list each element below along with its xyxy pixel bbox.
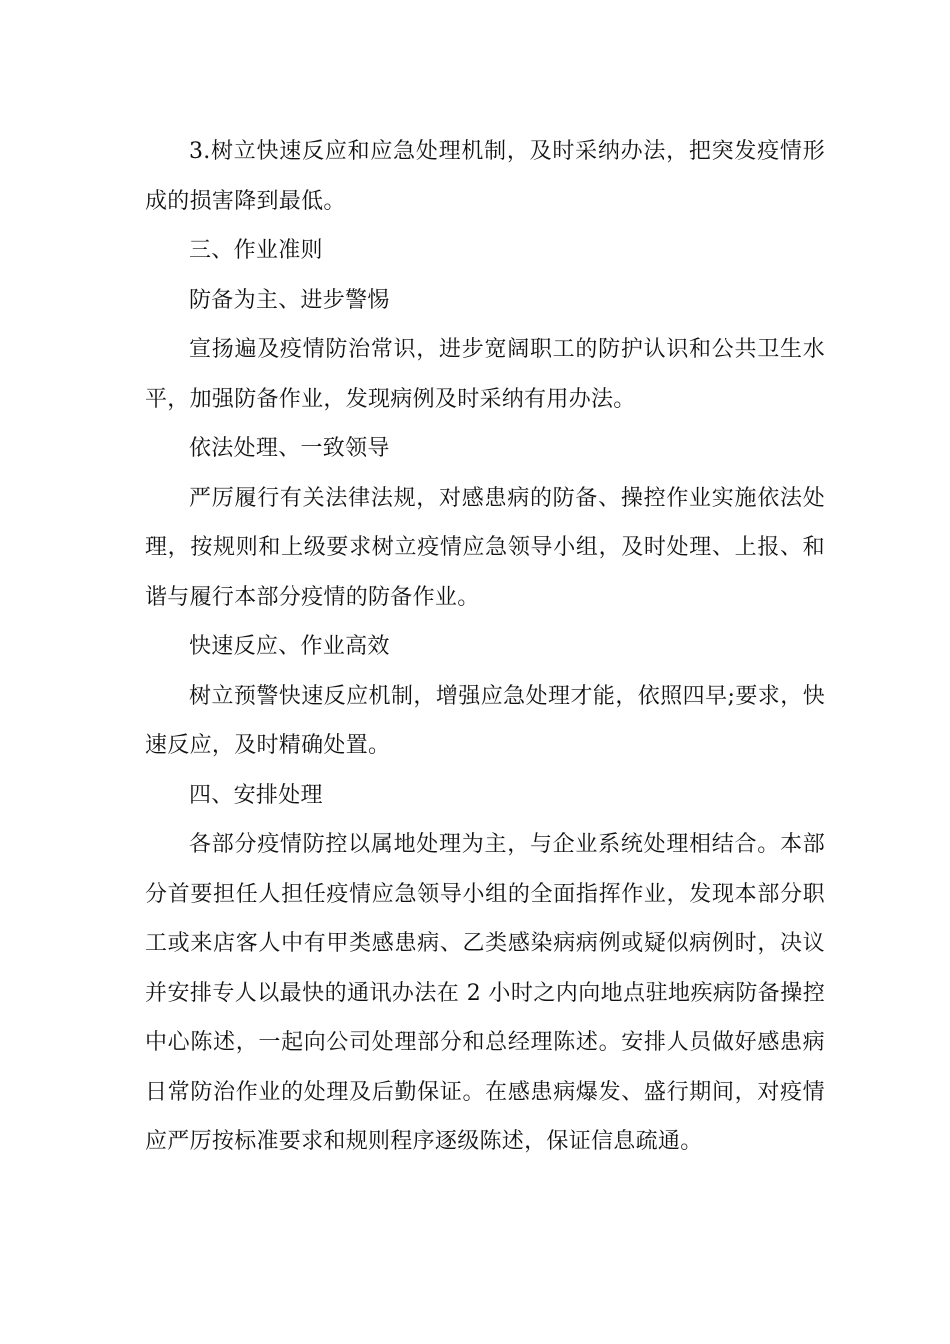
paragraph-organization: 各部分疫情防控以属地处理为主，与企业系统处理相结合。本部分首要担任人担任疫情应急领导小组的全面指挥作业，发现本部分职工或来店客人中有甲类感患病、乙类感染病病例或疑似病例时，决议并安排专人以最快的通讯办法在 2 小时之内向地点驻地疾病防备操控中心陈述，一起向公司处理部分和总经理陈述。安排人员做好感患病日常防治作业的处理及后勤保证。在感患病爆发、盛行期间，对疫情应严厉按标准要求和规则程序逐级陈述，保证信息疏通。: [145, 832, 825, 1154]
subheading-lawful-management: 依法处理、一致领导: [189, 436, 390, 461]
subheading-prevention-first: 防备为主、进步警惕: [189, 287, 390, 313]
paragraph-prevention-first: 宣扬遍及疫情防治常识，进步宽阔职工的防护认识和公共卫生水平，加强防备作业，发现病例及时采纳有用办法。: [145, 337, 825, 412]
paragraph-emergency-mechanism: 3.树立快速反应和应急处理机制，及时采纳办法，把突发疫情形成的损害降到最低。: [145, 139, 825, 214]
section-heading-work-principles: 三、作业准则: [189, 238, 323, 263]
paragraph-lawful-management: 严厉履行有关法律法规，对感患病的防备、操控作业实施依法处理，按规则和上级要求树立疫情应急领导小组，及时处理、上报、和谐与履行本部分疫情的防备作业。: [145, 485, 825, 610]
paragraph-rapid-response: 树立预警快速反应机制，增强应急处理才能，依照四早;要求，快速反应，及时精确处置。: [145, 683, 825, 758]
section-heading-organization: 四、安排处理: [189, 782, 323, 808]
subheading-rapid-response: 快速反应、作业高效: [189, 634, 390, 659]
document-body: [145, 127, 825, 1167]
